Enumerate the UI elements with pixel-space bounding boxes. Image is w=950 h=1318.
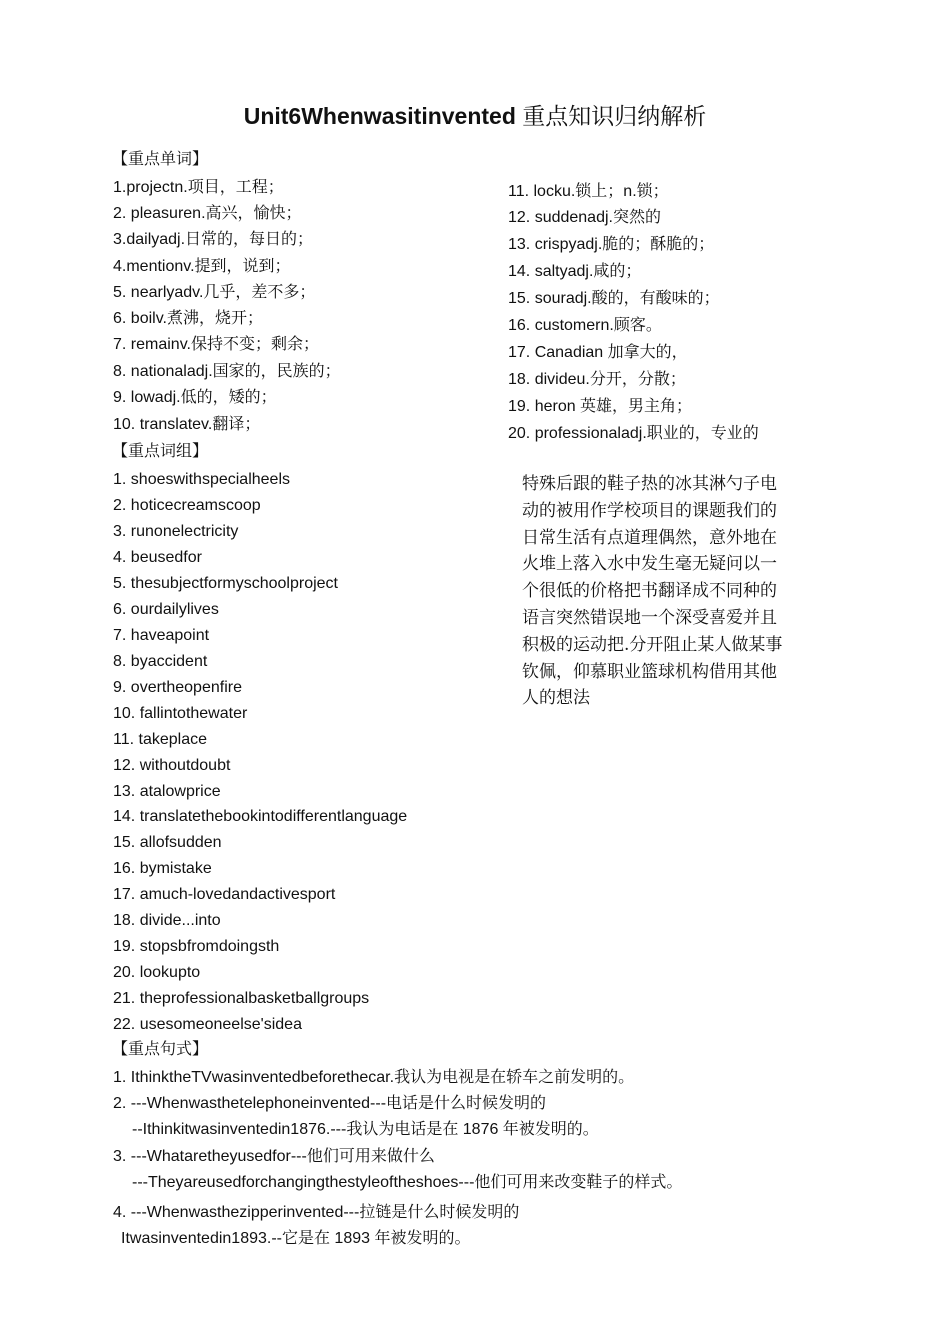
sentences-heading: 【重点句式】 bbox=[112, 1039, 209, 1058]
phrase-translations: 特殊后跟的鞋子热的冰其淋勺子电动的被用作学校项目的课题我们的日常生活有点道理偶然，意外地在火堆上落入水中发生毫无疑问以一个很低的价格把书翻译成不同种的语言突然错误地一个深受喜爱并且积极的运动把.分开阻止某人做某事钦佩，仰慕职业篮球机构借用其他人的想法 bbox=[522, 474, 783, 709]
vocab-item: 20. professionaladj.职业的，专业的 bbox=[508, 425, 759, 442]
phrase-item: 2. hoticecreamscoop bbox=[113, 497, 261, 514]
phrase-item: 14. translatethebookintodifferentlanguage bbox=[113, 808, 408, 825]
phrase-item: 6. ourdailylives bbox=[113, 601, 219, 618]
phrase-item: 5. thesubjectformyschoolproject bbox=[113, 575, 338, 592]
sentence-item: Itwasinventedin1893.--它是在 1893 年被发明的。 bbox=[121, 1230, 471, 1247]
phrase-item: 8. byaccident bbox=[113, 653, 208, 670]
phrase-item: 22. usesomeoneelse'sidea bbox=[113, 1016, 302, 1033]
vocab-item: 11. locku.锁上；n.锁； bbox=[508, 183, 669, 200]
sentence-item: ---Theyareusedforchangingthestyleoftheshoes---他们可用来改变鞋子的样式。 bbox=[132, 1174, 683, 1191]
phrase-item: 20. lookupto bbox=[113, 964, 201, 981]
phrase-item: 17. amuch-lovedandactivesport bbox=[113, 886, 336, 903]
vocab-item: 2. pleasuren.高兴，愉快； bbox=[113, 205, 302, 222]
phrase-item: 19. stopsbfromdoingsth bbox=[113, 938, 280, 955]
phrase-item: 4. beusedfor bbox=[113, 549, 202, 566]
vocab-item: 1.projectn.项目，工程； bbox=[113, 179, 284, 196]
vocab-item: 15. souradj.酸的，有酸味的； bbox=[508, 290, 720, 307]
vocab-item: 17. Canadian 加拿大的， bbox=[508, 344, 688, 361]
phrases-heading: 【重点词组】 bbox=[112, 441, 209, 460]
vocab-item: 16. customern.顾客。 bbox=[508, 317, 662, 334]
vocab-item: 10. translatev.翻译； bbox=[113, 416, 261, 433]
phrase-item: 12. withoutdoubt bbox=[113, 757, 231, 774]
vocab-item: 5. nearlyadv.几乎，差不多； bbox=[113, 284, 316, 301]
phrase-item: 11. takeplace bbox=[113, 731, 207, 748]
page-title bbox=[0, 98, 950, 131]
phrase-item: 15. allofsudden bbox=[113, 834, 222, 851]
vocab-item: 7. remainv.保持不变；剩余； bbox=[113, 336, 319, 353]
phrase-item: 10. fallintothewater bbox=[113, 705, 248, 722]
phrase-item: 3. runonelectricity bbox=[113, 523, 239, 540]
vocab-item: 8. nationaladj.国家的，民族的； bbox=[113, 363, 341, 380]
phrase-item: 13. atalowprice bbox=[113, 783, 221, 800]
vocab-item: 3.dailyadj.日常的，每日的； bbox=[113, 231, 314, 248]
vocab-item: 14. saltyadj.咸的； bbox=[508, 263, 642, 280]
vocab-item: 9. lowadj.低的，矮的； bbox=[113, 389, 277, 406]
title-english: Unit6Whenwasitinvented bbox=[243, 103, 516, 129]
phrase-item: 1. shoeswithspecialheels bbox=[113, 471, 290, 488]
phrase-item: 18. divide...into bbox=[113, 912, 221, 929]
phrase-item: 7. haveapoint bbox=[113, 627, 210, 644]
phrase-item: 16. bymistake bbox=[113, 860, 212, 877]
phrase-item: 21. theprofessionalbasketballgroups bbox=[113, 990, 370, 1007]
sentence-item: 4. ---Whenwasthezipperinvented---拉链是什么时候发明的 bbox=[113, 1204, 520, 1221]
phrase-item: 9. overtheopenfire bbox=[113, 679, 242, 696]
vocab-item: 12. suddenadj.突然的 bbox=[508, 209, 661, 226]
sentence-item: 2. ---Whenwasthetelephoneinvented---电话是什么时候发明的 bbox=[113, 1095, 547, 1112]
vocab-item: 4.mentionv.提到，说到； bbox=[113, 258, 291, 275]
vocab-item: 13. crispyadj.脆的；酥脆的； bbox=[508, 236, 715, 253]
sentence-item: --Ithinkitwasinventedin1876.---我认为电话是在 1876 年被发明的。 bbox=[132, 1121, 599, 1138]
title-chinese: 重点知识归纳解析 bbox=[522, 104, 707, 130]
sentence-item: 1. IthinktheTVwasinventedbeforethecar.我认为电视是在轿车之前发明的。 bbox=[113, 1069, 635, 1086]
vocab-item: 19. heron 英雄，男主角； bbox=[508, 398, 693, 415]
vocab-item: 6. boilv.煮沸，烧开； bbox=[113, 310, 263, 327]
vocab-item: 18. divideu.分开，分散； bbox=[508, 371, 686, 388]
sentence-item: 3. ---Whataretheyusedfor---他们可用来做什么 bbox=[113, 1148, 435, 1165]
vocab-heading: 【重点单词】 bbox=[112, 149, 209, 168]
